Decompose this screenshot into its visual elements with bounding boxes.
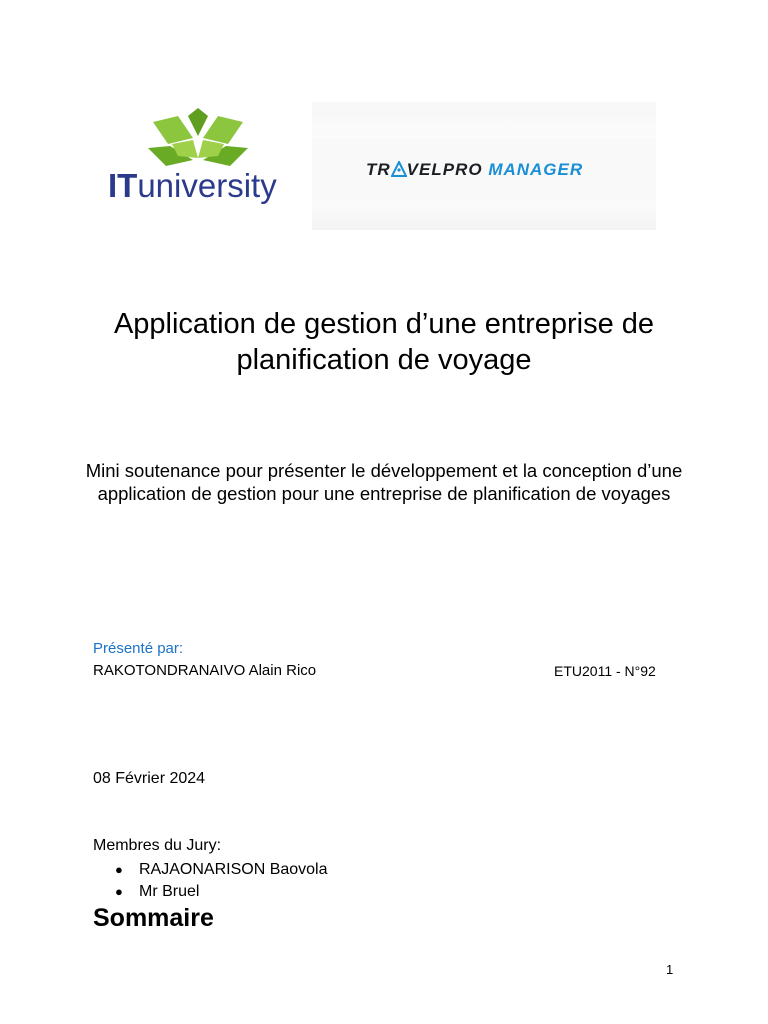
- jury-member-name: RAJAONARISON Baovola: [139, 861, 328, 878]
- jury-member: [93, 859, 328, 881]
- section-heading-sommaire: Sommaire: [93, 904, 214, 932]
- jury-member-name: Mr Bruel: [139, 883, 200, 900]
- travelpro-name-part3: MANAGER: [488, 160, 584, 179]
- triangle-a-icon: [391, 161, 407, 182]
- bullet-icon: ●: [115, 884, 123, 899]
- it-university-wordmark: [108, 166, 277, 206]
- it-university-logo: [108, 108, 298, 208]
- travelpro-name-part2: VELPRO: [406, 160, 483, 179]
- travelpro-wordmark: [366, 160, 583, 182]
- travelpro-manager-logo: [312, 102, 656, 230]
- document-date: 08 Février 2024: [93, 770, 206, 787]
- page-number: 1: [666, 962, 674, 977]
- bullet-icon: ●: [115, 862, 123, 877]
- presented-by-label: Présenté par:: [93, 640, 184, 657]
- travelpro-name-part1: TR: [366, 160, 391, 179]
- document-subtitle: Mini soutenance pour présenter le développement et la conception d’une application de gestion pour une entreprise de planification de voyages: [85, 460, 683, 504]
- it-university-name-bold: IT: [108, 167, 138, 204]
- presenter-name: RAKOTONDRANAIVO Alain Rico: [93, 662, 317, 679]
- jury-label: Membres du Jury:: [93, 837, 222, 854]
- document-title: Application de gestion d’une entreprise de planification de voyage: [113, 308, 655, 376]
- presenter-id: ETU2011 - N°92: [554, 663, 656, 679]
- it-university-name-light: university: [137, 167, 277, 204]
- jury-list: [93, 859, 328, 903]
- jury-member: [93, 881, 328, 903]
- leaf-logo-icon: [148, 108, 248, 170]
